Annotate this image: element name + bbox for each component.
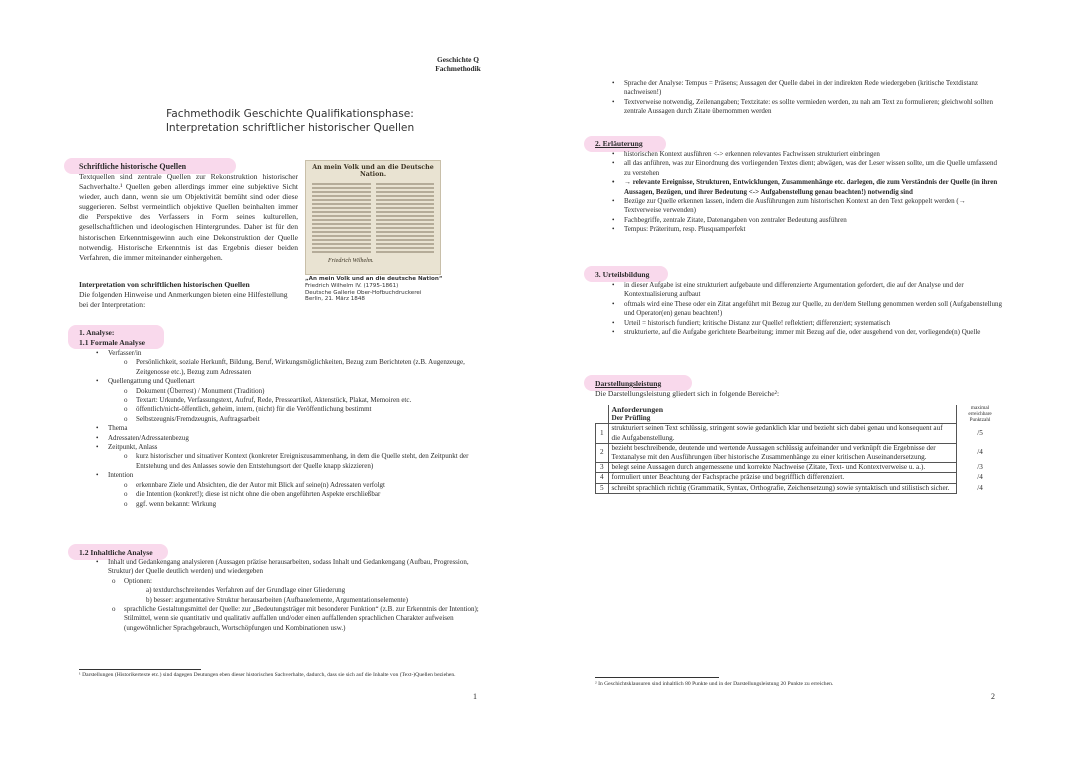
caption-title: „An mein Volk und an die deutsche Nation“ (305, 276, 443, 282)
sub-item (110, 577, 479, 605)
list-item (94, 443, 479, 471)
row-number: 2 (596, 443, 609, 462)
table-row (596, 473, 1004, 483)
item-label: Quellengattung und Quellenart (108, 377, 195, 386)
sub-item: o die Intention (konkret!); diese ist nicht ohne die oben angeführten Aspekte erschließbar (122, 490, 479, 499)
heading-interpretation: Interpretation von schriftlichen historischen Quellen (79, 280, 250, 289)
sub-item: o erkennbare Ziele und Absichten, die der Autor mit Blick auf seine(n) Adressaten verfolgt (122, 481, 479, 490)
list-item: • all das anführen, was zur Einordnung des vorliegenden Textes dient; abwägen, was der Leser wissen sollte, um die Quelle umfassend zu verstehen (610, 159, 1002, 178)
page-header (428, 55, 488, 73)
table-row (596, 424, 1004, 443)
list-item: • Adressaten/Adressatenbezug (94, 434, 479, 443)
sub-item: o kurz historischer und situativer Kontext (konkreter Ereigniszusammenhang, in dem die Quelle steht, den Zeitpunkt der Entstehung und des Anlasses sowie den Entstehungsort der Quelle knapp skizzieren) (122, 452, 479, 471)
proclamation-signature: Friedrich Wilhelm. (328, 258, 374, 264)
item-label: Verfasser/in (108, 349, 142, 357)
option-b: b) besser: argumentative Struktur herausarbeiten (Aufbauelemente, Argumentationselemente) (146, 595, 408, 604)
page-number: 1 (473, 692, 477, 701)
document-title (120, 107, 460, 135)
judgement-list (610, 281, 1002, 337)
list-item (94, 558, 479, 633)
heading-judgement: 3. Urteilsbildung (595, 270, 650, 279)
paragraph-interpretation: Die folgenden Hinweise und Anmerkungen bieten eine Hilfestellung bei der Interpretation: (79, 290, 288, 310)
list-item: • Fachbegriffe, zentrale Zitate, Datenangaben von zentraler Bedeutung ausführen (610, 216, 1002, 225)
sub-item: o sprachliche Gestaltungsmittel der Quelle: zur „Bedeutungsträger mit besonderer Funktion“ (z.B. zur Erkenntnis der Intention); Stilmittel, wenn sie quantitativ und qualitativ auffallen und/oder einen auffallenden sprachlichen Charakter aufweisen (ungewöhnlicher Sprachgebrauch, Wortschöpfungen und Kombinationen usw.) (110, 605, 479, 633)
list-item: • historischen Kontext ausführen <-> erkennen relevantes Fachwissen strukturiert einbringen (610, 150, 1002, 159)
proclamation-headline: An mein Volk und an die Deutsche Nation. (312, 164, 434, 178)
row-number: 4 (596, 473, 609, 483)
list-item: • Textverweise notwendig, Zeilenangaben; Textzitate: es sollte vermieden werden, zu nah am Text zu formulieren; gleichwohl sollten zentrale Aussagen durch Zitate übernommen werden (610, 98, 1002, 117)
explanation-list (610, 150, 1002, 235)
list-item: • in dieser Aufgabe ist eine strukturiert aufgebaute und differenzierte Argumentation gefordert, die auf der Analyse und der Kontextualisierung aufbaut (610, 281, 1002, 300)
sub-item: o ggf. wenn bekannt: Wirkung (122, 500, 479, 509)
sub-item: o öffentlich/nicht-öffentlich, geheim, intern, (nicht) für die Veröffentlichung bestimmt (122, 405, 479, 414)
title-line-2: Interpretation schriftlicher historischer Quellen (165, 122, 415, 134)
row-text: bezieht beschreibende, deutende und wertende Aussagen schlüssig aufeinander und verknüpft die Ergebnisse der Textanalyse mit den Ausführungen über historische Zusammenhänge zu einer kritischen Auseinandersetzung. (608, 443, 957, 462)
list-item (94, 471, 479, 509)
table-row (596, 483, 1004, 493)
caption-author: Friedrich Wilhelm IV. (1795-1861) (305, 282, 399, 289)
heading-presentation: Darstellungsleistung (595, 379, 662, 388)
caption-printer: Deutsche Gallerie Ober-Hofbuchdruckerei (305, 289, 422, 296)
row-number: 3 (596, 463, 609, 473)
list-item: • Bezüge zur Quelle erkennen lassen, indem die Ausführungen zum historischen Kontext an den Text gekoppelt werden (→ Textverweise verwenden) (610, 197, 1002, 216)
row-text: schreibt sprachlich richtig (Grammatik, Syntax, Orthografie, Zeichensetzung) sowie syntaktisch und stilistisch sicher. (608, 483, 957, 493)
row-text: strukturiert seinen Text schlüssig, stringent sowie gedanklich klar und bezieht sich dabei genau und konsequent auf die Aufgabenstellung. (608, 424, 957, 443)
sub-item: o Dokument (Überrest) / Monument (Tradition) (122, 387, 479, 396)
heading-formal-analysis: 1.1 Formale Analyse (79, 338, 146, 347)
header-subject: Geschichte Q (436, 55, 480, 64)
list-item: • Sprache der Analyse: Tempus = Präsens; Aussagen der Quelle dabei in der indirekten Rede wiedergeben (kritische Textdistanz nachweisen!) (610, 79, 1002, 98)
footnote: ² In Geschichtsklausuren sind inhaltlich 80 Punkte und in der Darstellungsleistung 20 Punkte zu erreichen. (595, 681, 834, 687)
heading-analysis: 1. Analyse: (79, 328, 115, 337)
table-head-title: Anforderungen (611, 405, 664, 414)
row-points: /3 (957, 463, 1004, 473)
list-item: • Tempus: Präteritum, resp. Plusquamperfekt (610, 225, 1002, 234)
header-topic: Fachmethodik (435, 64, 481, 73)
points-header: maximal erreichbare Punktzahl (957, 405, 1004, 424)
title-line-1: Fachmethodik Geschichte Qualifikationsphase: (166, 108, 414, 120)
footnote: ¹ Darstellungen (Historikertexte etc.) sind dagegen Deutungen eben dieser historischen Sachverhalte, dadurch, dass sie sich auf die Inhalte von (Text-)Quellen beziehen. (79, 672, 456, 678)
requirements-table (595, 405, 1003, 494)
caption-date: Berlin, 21. März 1848 (305, 296, 365, 303)
item-label: Intention (108, 471, 134, 480)
presentation-intro: Die Darstellungsleistung gliedert sich in folgende Bereiche²: (595, 389, 780, 398)
footnote-divider (79, 669, 201, 670)
table-head-subtitle: Der Prüfling (611, 414, 651, 423)
heading-explanation: 2. Erläuterung (595, 139, 643, 148)
row-points: /4 (957, 443, 1004, 462)
heading-written-sources: Schriftliche historische Quellen (79, 162, 187, 171)
language-notes-list (610, 79, 1002, 117)
proclamation-image (305, 160, 441, 275)
list-item: • Urteil = historisch fundiert; kritische Distanz zur Quelle! reflektiert; differenziert; systematisch (610, 319, 1002, 328)
sub-item: o Selbstzeugnis/Fremdzeugnis, Auftragsarbeit (122, 415, 479, 424)
list-item: • → relevante Ereignisse, Strukturen, Entwicklungen, Zusammenhänge etc. darlegen, die zum Verständnis der Quelle (in ihren Aussagen, Bezügen, und ihrer Bedeutung <-> Aufgabenstellung genau beachten!) notwendig sind (610, 178, 1002, 197)
list-item: • oftmals wird eine These oder ein Zitat angeführt mit Bezug zur Quelle, zu der/dem Stellung genommen werden soll (Aufgabenstellung und Operator(en) genau beachten!) (610, 300, 1002, 319)
content-analysis-list (94, 558, 479, 633)
row-number: 5 (596, 483, 609, 493)
footnote-divider (595, 677, 719, 678)
options-label: Optionen: (124, 576, 152, 585)
list-item (94, 349, 479, 377)
sub-item: o Textart: Urkunde, Verfassungstext, Aufruf, Rede, Presseartikel, Aktenstück, Plakat, Memoiren etc. (122, 396, 479, 405)
row-points: /5 (957, 424, 1004, 443)
item-text: Inhalt und Gedankengang analysieren (Aussagen präzise herausarbeiten, sodass Inhalt und Gedankengang (Aufbau, Progression, Struktur) der Quelle deutlich werden) und wiedergeben (108, 558, 469, 576)
row-points: /4 (957, 473, 1004, 483)
item-label: Zeitpunkt, Anlass (108, 443, 158, 452)
option-a: a) textdurchschreitendes Verfahren auf der Grundlage einer Gliederung (146, 586, 346, 595)
formal-analysis-list (94, 349, 479, 509)
table-row (596, 443, 1004, 462)
list-item (94, 377, 479, 424)
list-item: • Thema (94, 424, 479, 433)
table-row (596, 463, 1004, 473)
row-text: formuliert unter Beachtung der Fachsprache präzise und begrifflich differenziert. (608, 473, 957, 483)
page-number: 2 (991, 692, 995, 701)
list-item: • strukturierte, auf die Aufgabe gerichtete Bearbeitung; immer mit Bezug auf die, oder ausgehend von der, vorliegende(n) Quelle (610, 328, 1002, 337)
row-text: belegt seine Aussagen durch angemessene und korrekte Nachweise (Zitate, Text- und Kontextverweise u. a.). (608, 463, 957, 473)
row-number: 1 (596, 424, 609, 443)
row-points: /4 (957, 483, 1004, 493)
paragraph-written-sources: Textquellen sind zentrale Quellen zur Rekonstruktion historischer Sachverhalte.¹ Quellen geben allerdings immer eine subjektive Sicht wieder, auch dann, wenn sie um Objektivität bemüht sind oder diese suggerieren. Selbst vermeintlich objektive Quellen beinhalten immer die Perspektive des Verfassers in Form seines kulturellen, gesellschaftlichen und ideologischen Hintergrundes. Daher ist für den historischen Erkenntnisgewinn auch eine Dekonstruktion der Quelle notwendig. Historische Erkenntnis ist das Ergebnis dieser beiden Verfahren, die immer miteinander einhergehen. (79, 172, 298, 262)
document-page-2 (540, 0, 1080, 763)
table-header (608, 405, 957, 424)
image-caption (305, 276, 465, 303)
sub-item: o Persönlichkeit, soziale Herkunft, Bildung, Beruf, Wirkungsmöglichkeiten, Bezug zum Berichteten (z.B. Augenzeuge, Zeitgenosse etc.), Bezug zum Adressaten (122, 358, 479, 377)
heading-content-analysis: 1.2 Inhaltliche Analyse (79, 548, 153, 557)
